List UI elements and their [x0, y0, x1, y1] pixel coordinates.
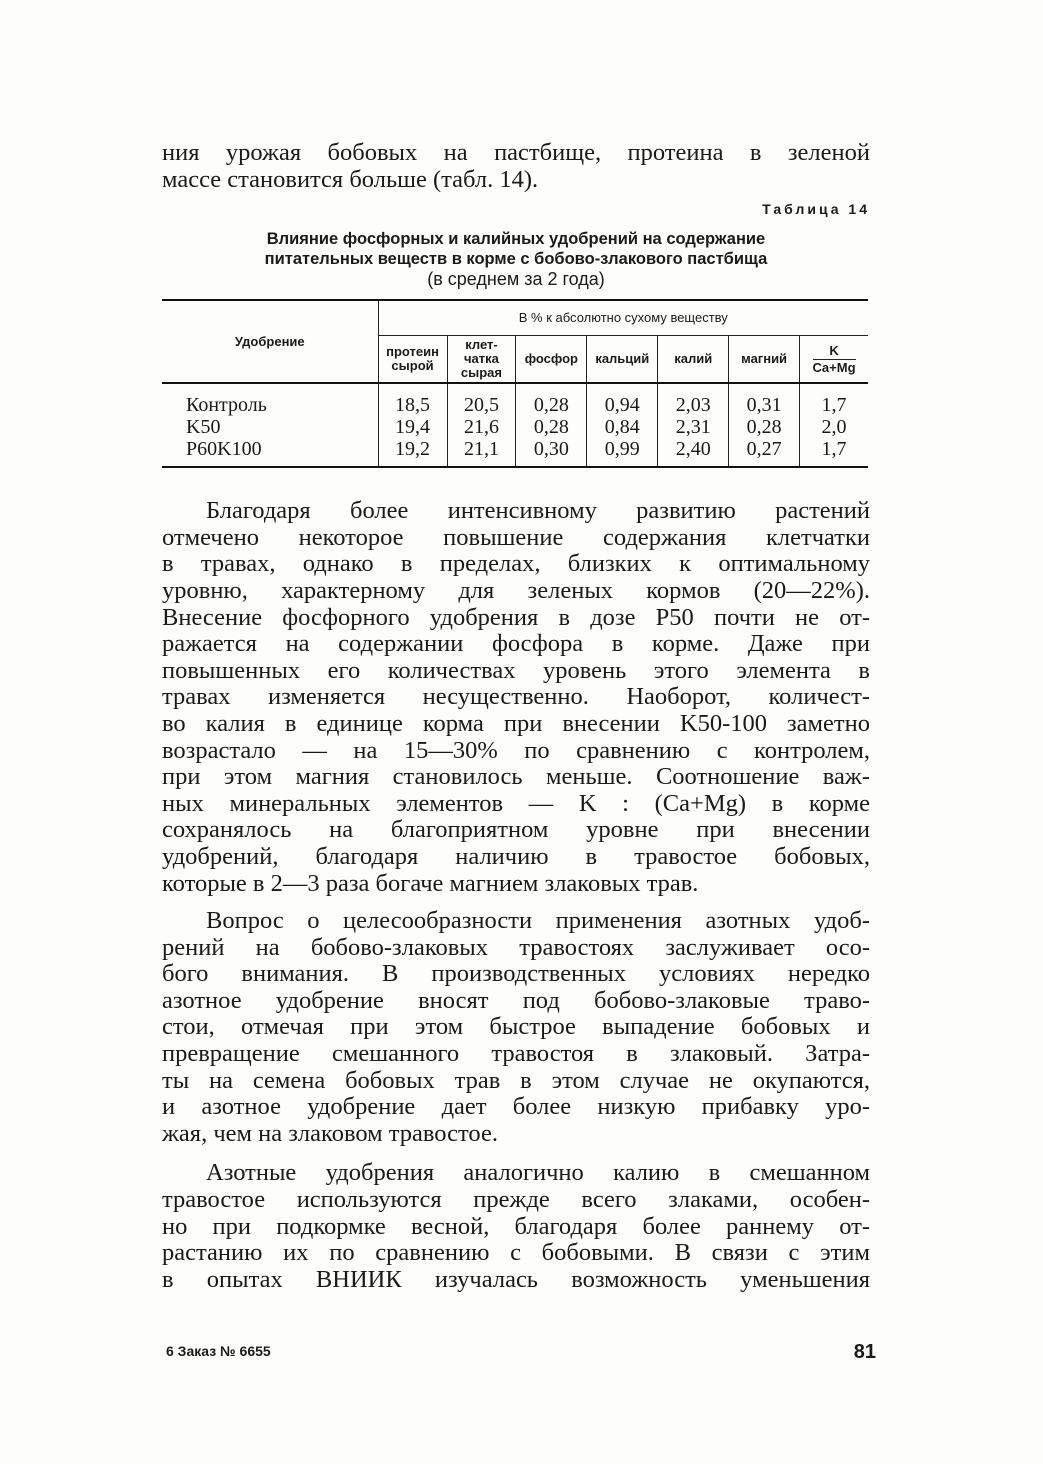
text-line: превращение смешанного травостоя в злаковый. Затра-	[162, 1040, 870, 1068]
table-cell: 2,40	[675, 438, 711, 461]
col-potassium	[658, 383, 729, 467]
text-line: ражается на содержании фосфора в корме. Даже при	[162, 630, 870, 658]
col-magnesium	[729, 383, 800, 467]
text-line: при этом магния становилось меньше. Соотношение важ-	[162, 763, 870, 791]
table-cell: 20,5	[463, 394, 499, 417]
text-line: травостое используются прежде всего злаками, особен-	[162, 1186, 870, 1214]
col-phosphorus	[516, 383, 587, 467]
text-line: возрастало — на 15—30% по сравнению с контролем,	[162, 736, 870, 764]
text-line: удобрений, благодаря наличию в травостое бобовых,	[162, 842, 870, 870]
table-caption	[162, 229, 870, 289]
text-line: в опытах ВНИИК изучалась возможность уменьшения	[162, 1265, 870, 1293]
col-fiber	[447, 383, 516, 467]
table-cell: 0,28	[746, 416, 782, 439]
paragraph-3	[162, 1160, 870, 1293]
table-number: Таблица 14	[762, 201, 870, 218]
text-line: травах изменяется несущественно. Наоборот, количест-	[162, 683, 870, 711]
table-cell: 0,28	[533, 416, 569, 439]
header-group: В % к абсолютно сухому веществу	[378, 300, 868, 336]
row-labels-cell	[162, 383, 378, 467]
caption-line: Влияние фосфорных и калийных удобрений на содержание	[266, 230, 766, 249]
text-line: которые в 2—3 раза богаче магнием злаковых трав.	[162, 869, 699, 897]
text-line: ты на семена бобовых трав в этом случае не окупаются,	[162, 1066, 870, 1094]
text-line: Внесение фосфорного удобрения в дозе P50 почти не от-	[162, 603, 870, 631]
col-calcium	[587, 383, 658, 467]
table-cell: 0,31	[746, 394, 782, 417]
table-cell: 18,5	[395, 394, 431, 417]
ratio-denominator: Ca+Mg	[812, 359, 856, 375]
text-line: Азотные удобрения аналогично калию в смешанном	[206, 1159, 870, 1187]
table-cell: 0,84	[604, 416, 640, 439]
table-cell: 19,4	[395, 416, 431, 439]
intro-paragraph	[162, 140, 870, 193]
paragraph-2	[162, 908, 870, 1147]
ratio-fraction	[813, 344, 856, 375]
text-line: но при подкормке весной, благодаря более раннему от-	[162, 1212, 870, 1240]
header-magnesium: магний	[729, 336, 800, 384]
table-cell: 0,94	[604, 394, 640, 417]
table-cell: 2,03	[675, 394, 711, 417]
table-body-row	[162, 383, 868, 467]
table-cell: 2,31	[675, 416, 711, 439]
header-ratio	[800, 336, 868, 384]
text-line: уровню, характерному для зеленых кормов (20—22%).	[162, 576, 870, 604]
col-protein	[378, 383, 447, 467]
print-order-note: 6 Заказ № 6655	[166, 1343, 271, 1359]
table-cell: 2,0	[821, 416, 847, 439]
table-cell: 1,7	[821, 394, 847, 417]
header-protein: протеин сырой	[378, 336, 447, 384]
text-line: во калия в единице корма при внесении K50-100 заметно	[162, 709, 870, 737]
text-line: рений на бобово-злаковых травостоях заслуживает осо-	[162, 933, 870, 961]
table-cell: 0,27	[746, 438, 782, 461]
text-line: массе становится больше (табл. 14).	[162, 165, 539, 193]
text-line: Вопрос о целесообразности применения азотных удоб-	[206, 907, 870, 935]
table-cell: 21,1	[463, 438, 499, 461]
text-line: стои, отмечая при этом быстрое выпадение бобовых и	[162, 1013, 870, 1041]
table-cell: 1,7	[821, 438, 847, 461]
text-line: отмечено некоторое повышение содержания клетчатки	[162, 523, 870, 551]
text-line: ния урожая бобовых на пастбище, протеина в зеленой	[162, 139, 870, 166]
text-line: в травах, однако в пределах, близких к оптимальному	[162, 550, 870, 578]
caption-line: питательных веществ в корме с бобово-злакового пастбища	[264, 250, 768, 269]
row-label: K50	[186, 416, 221, 439]
text-line: сохранялось на благоприятном уровне при внесении	[162, 816, 870, 844]
table-cell: 21,6	[463, 416, 499, 439]
text-line: Благодаря более интенсивному развитию растений	[206, 497, 870, 525]
text-line: повышенных его количествах уровень этого элемента в	[162, 656, 870, 684]
table-cell: 0,28	[533, 394, 569, 417]
text-line: и азотное удобрение дает более низкую прибавку уро-	[162, 1093, 870, 1121]
text-line: жая, чем на злаковом травостое.	[162, 1119, 498, 1147]
header-phosphorus: фосфор	[516, 336, 587, 384]
header-fertilizer: Удобрение	[162, 300, 378, 383]
header-calcium: кальций	[587, 336, 658, 384]
text-line: растанию их по сравнению с бобовыми. В связи с этим	[162, 1239, 870, 1267]
ratio-numerator: K	[813, 344, 856, 360]
header-potassium: калий	[658, 336, 729, 384]
header-fiber: клет-чатка сырая	[447, 336, 516, 384]
text-line: азотное удобрение вносят под бобово-злаковые траво-	[162, 986, 870, 1014]
text-line: ных минеральных элементов — K : (Ca+Mg) в корме	[162, 789, 870, 817]
text-line: бого внимания. В производственных условиях нередко	[162, 960, 870, 988]
row-label: Контроль	[186, 394, 267, 417]
table-cell: 19,2	[395, 438, 431, 461]
row-label: P60K100	[186, 438, 262, 461]
table-cell: 0,99	[604, 438, 640, 461]
caption-subtitle: (в среднем за 2 года)	[427, 269, 605, 290]
paragraph-1	[162, 498, 870, 897]
col-ratio	[800, 383, 868, 467]
page-number: 81	[853, 1341, 876, 1363]
table-cell: 0,30	[533, 438, 569, 461]
page-body	[162, 140, 870, 1293]
data-table	[162, 299, 868, 468]
